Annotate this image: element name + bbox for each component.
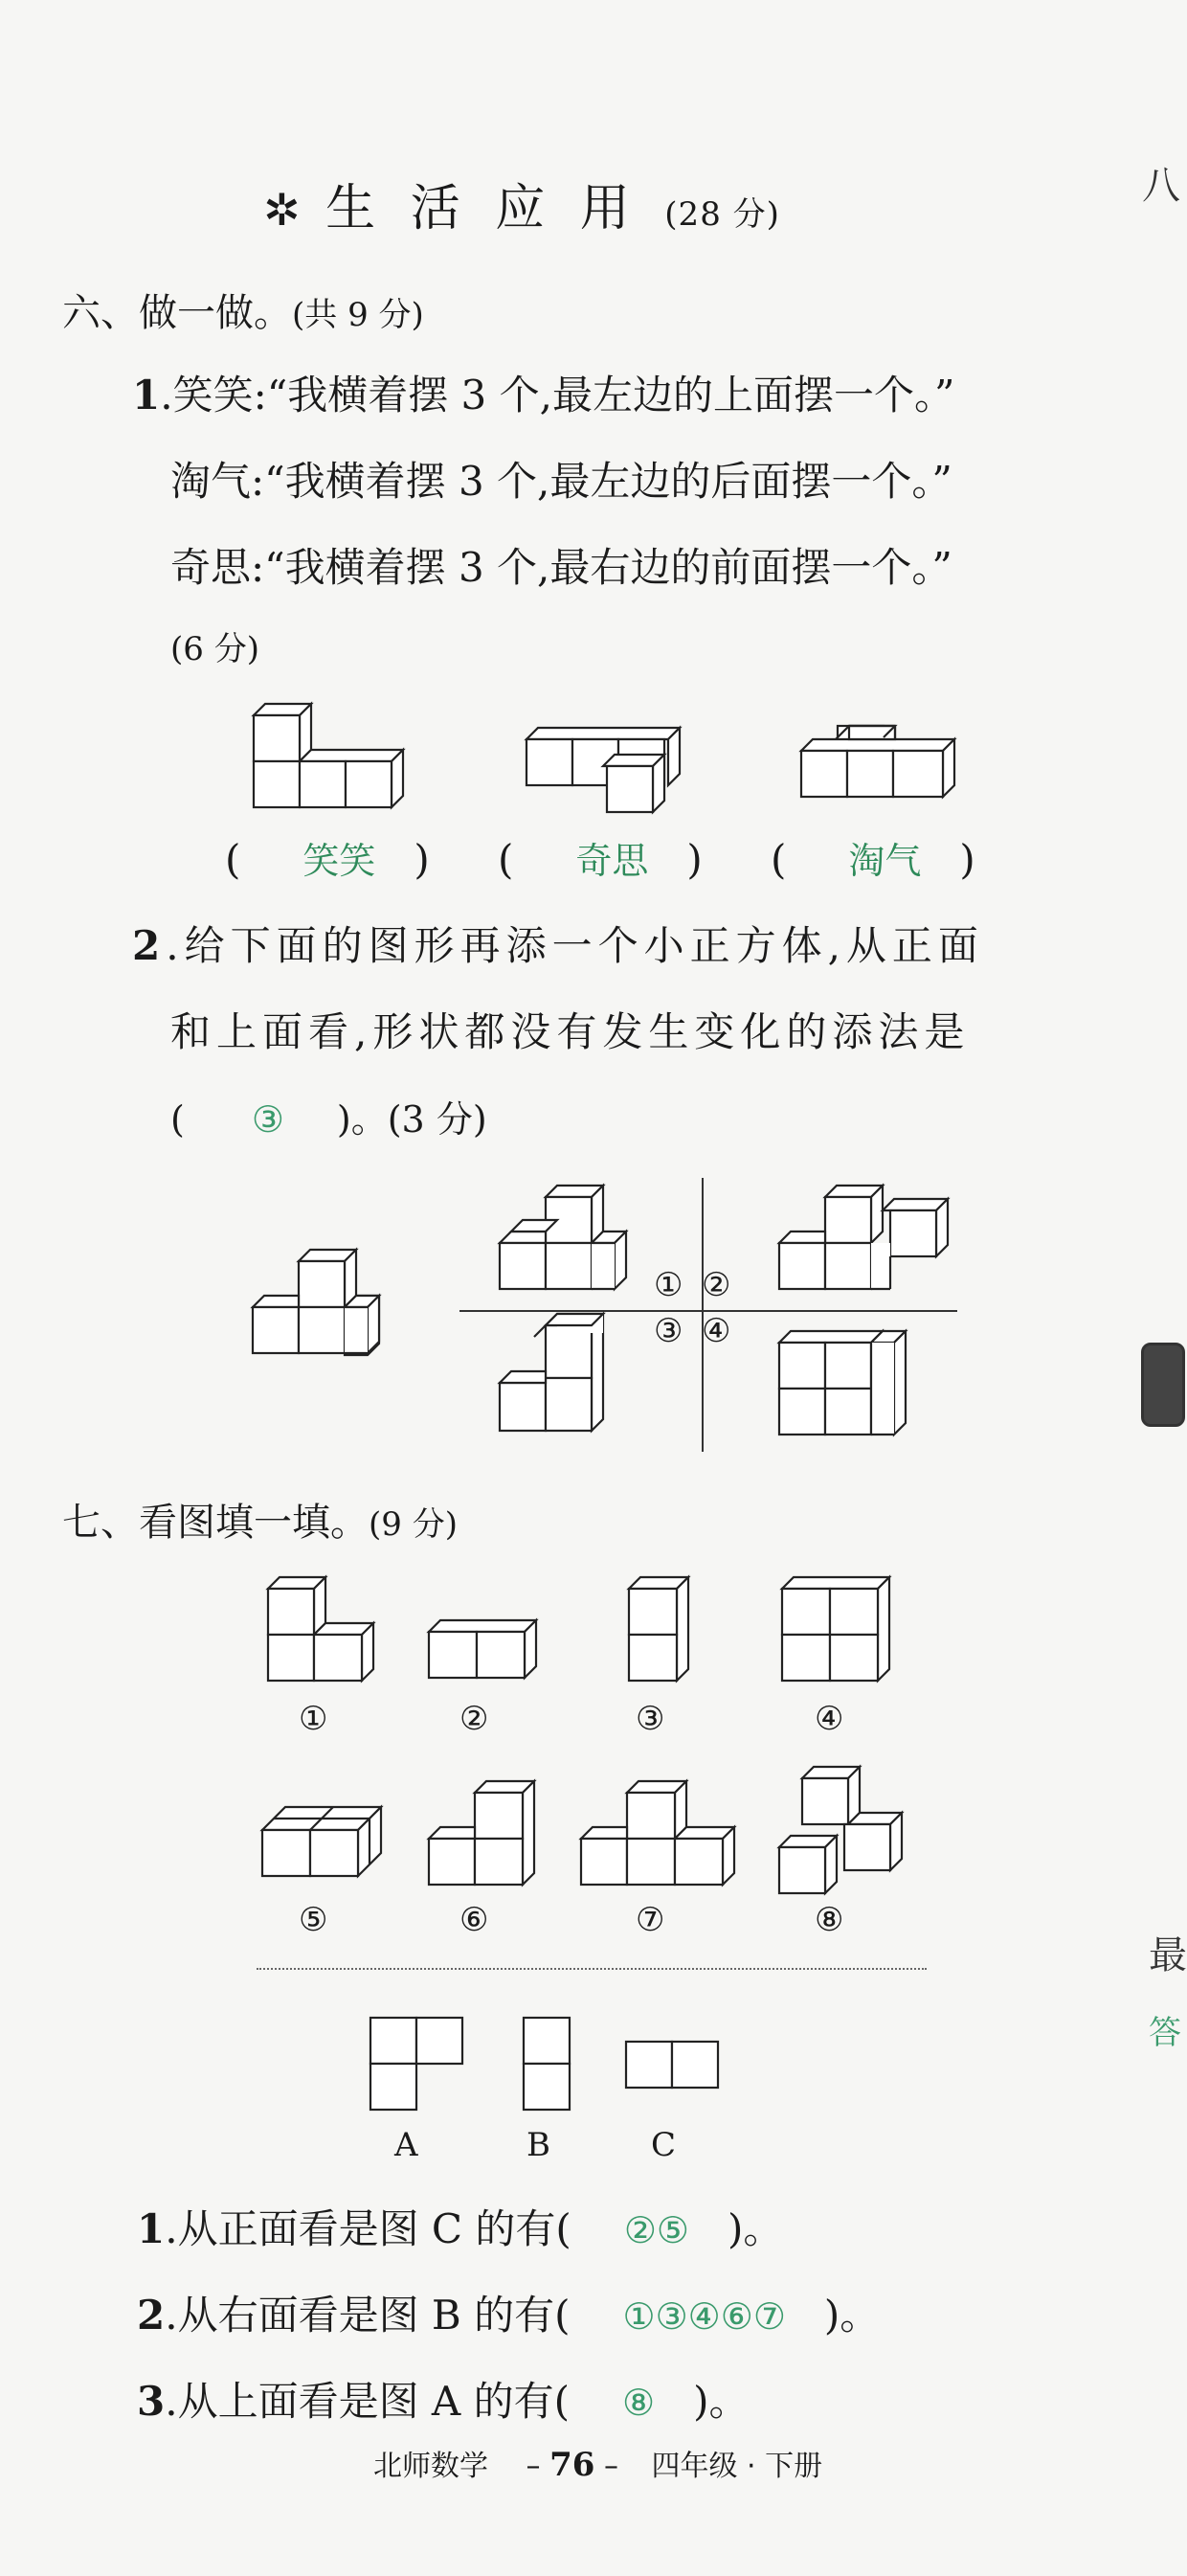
s7-dotted-divider — [257, 1968, 927, 1970]
s7-label-3: ③ — [636, 1700, 665, 1738]
s7-label-8: ⑧ — [815, 1901, 844, 1939]
q6-2-text1: .给下面的图形再添一个小正方体,从正面 — [166, 922, 984, 969]
answer-qisi: 奇思 — [575, 840, 649, 882]
q6-2-answer-line: ( ③ )。(3 分) — [170, 1098, 487, 1141]
q6-1-figure-qisi — [522, 728, 684, 824]
s7-figure-7 — [579, 1779, 742, 1894]
s7-view-c — [624, 2040, 720, 2092]
q6-1-answer-1: ( 笑笑 ) — [225, 836, 430, 883]
s7-q2-answer: ①③④⑥⑦ — [622, 2295, 786, 2338]
q6-1-figure-taoqi — [799, 726, 962, 822]
section7-points: (9 分) — [369, 1505, 458, 1544]
q6-1-line3: 奇思:“我横着摆 3 个,最右边的前面摆一个。” — [170, 544, 952, 591]
q6-1-figure-xiaoxiao — [244, 694, 426, 819]
s7-q3-answer: ⑧ — [622, 2382, 656, 2424]
section-title — [0, 168, 1043, 239]
title-text: 生 活 应 用 — [325, 180, 639, 237]
footer-grade: 四年级 · 下册 — [651, 2450, 823, 2483]
q6-1-line1 — [132, 364, 954, 421]
s7-view-a — [369, 2016, 464, 2112]
section7-heading-text: 七、看图填一填。 — [62, 1501, 369, 1545]
q6-2-option-4-figure — [777, 1331, 911, 1448]
answer-taoqi: 淘气 — [848, 840, 922, 882]
s7-label-4: ④ — [815, 1700, 844, 1738]
s7-figure-4 — [780, 1575, 895, 1690]
q6-2-base-figure — [251, 1250, 385, 1367]
q6-2-label-3: ③ — [654, 1312, 683, 1350]
s7-q3-tail: )。 — [693, 2378, 750, 2425]
q6-2-line2: 和上面看,形状都没有发生变化的添法是 — [170, 1008, 971, 1055]
s7-view-label-a: A — [394, 2126, 418, 2164]
q6-1-text1: .笑笑:“我横着摆 3 个,最左边的上面摆一个。” — [160, 372, 955, 418]
s7-figure-5 — [260, 1805, 390, 1891]
s7-label-2: ② — [459, 1700, 489, 1738]
flower-icon: ✲ — [263, 184, 301, 236]
q6-2-line1 — [132, 915, 984, 972]
section6-heading — [62, 282, 424, 337]
edge-char-3: 答 — [1149, 2014, 1181, 2052]
s7-figure-3 — [627, 1575, 694, 1690]
answer-xiaoxiao: 笑笑 — [302, 840, 376, 882]
q6-2-label-1: ① — [654, 1266, 683, 1304]
s7-view-label-b: B — [526, 2126, 550, 2164]
s7-q2 — [137, 2284, 880, 2341]
s7-label-1: ① — [299, 1700, 328, 1738]
q6-2-label-2: ② — [702, 1266, 731, 1304]
s7-label-6: ⑥ — [459, 1901, 489, 1939]
q6-1-answer-2: ( 奇思 ) — [498, 836, 703, 883]
q6-1-line2: 淘气:“我横着摆 3 个,最左边的后面摆一个。” — [170, 458, 952, 505]
section6-heading-text: 六、做一做。 — [62, 291, 292, 335]
s7-figure-2 — [427, 1618, 542, 1690]
q6-2-option-3-figure — [498, 1314, 632, 1443]
s7-label-7: ⑦ — [636, 1901, 665, 1939]
footer-book: 北师数学 — [373, 2450, 488, 2483]
q6-2-option-1-figure — [498, 1186, 632, 1302]
s7-q1-answer: ②⑤ — [623, 2209, 689, 2251]
s7-q1-text: .从正面看是图 C 的有( — [165, 2205, 571, 2252]
s7-q3 — [137, 2370, 749, 2428]
section7-heading — [62, 1492, 458, 1547]
s7-figure-1 — [266, 1575, 381, 1690]
q6-1-answer-3: ( 淘气 ) — [771, 836, 975, 883]
s7-q2-number: 2 — [137, 2292, 166, 2339]
s7-label-5: ⑤ — [299, 1901, 328, 1939]
q6-2-tail: )。(3 分) — [336, 1098, 487, 1141]
s7-q2-tail: )。 — [823, 2292, 881, 2339]
footer: 北师数学 – 76 – 四年级 · 下册 — [373, 2446, 823, 2484]
s7-q2-text: .从右面看是图 B 的有( — [165, 2292, 571, 2339]
s7-figure-6 — [427, 1779, 547, 1894]
q6-2-option-2-figure — [777, 1186, 954, 1302]
edge-char-2: 最 — [1149, 1933, 1187, 1977]
s7-q3-number: 3 — [137, 2378, 166, 2425]
s7-q1 — [137, 2198, 783, 2255]
s7-view-b — [522, 2016, 574, 2112]
s7-view-label-c: C — [651, 2126, 677, 2164]
s7-q1-tail: )。 — [727, 2205, 784, 2252]
title-score: (28 分) — [664, 195, 780, 234]
q6-2-number: 2 — [132, 922, 167, 969]
q6-1-points: (6 分) — [170, 630, 259, 668]
s7-q1-number: 1 — [137, 2205, 166, 2252]
s7-q3-text: .从上面看是图 A 的有( — [165, 2378, 571, 2425]
edge-char-1: 八 — [1142, 164, 1180, 208]
q6-1-number: 1 — [132, 372, 161, 418]
edge-tab — [1141, 1343, 1185, 1427]
footer-page-number: 76 — [549, 2446, 595, 2484]
section6-points: (共 9 分) — [292, 296, 424, 334]
q6-2-label-4: ④ — [702, 1312, 731, 1350]
q6-2-answer: ③ — [251, 1098, 284, 1141]
s7-figure-8 — [777, 1765, 907, 1894]
